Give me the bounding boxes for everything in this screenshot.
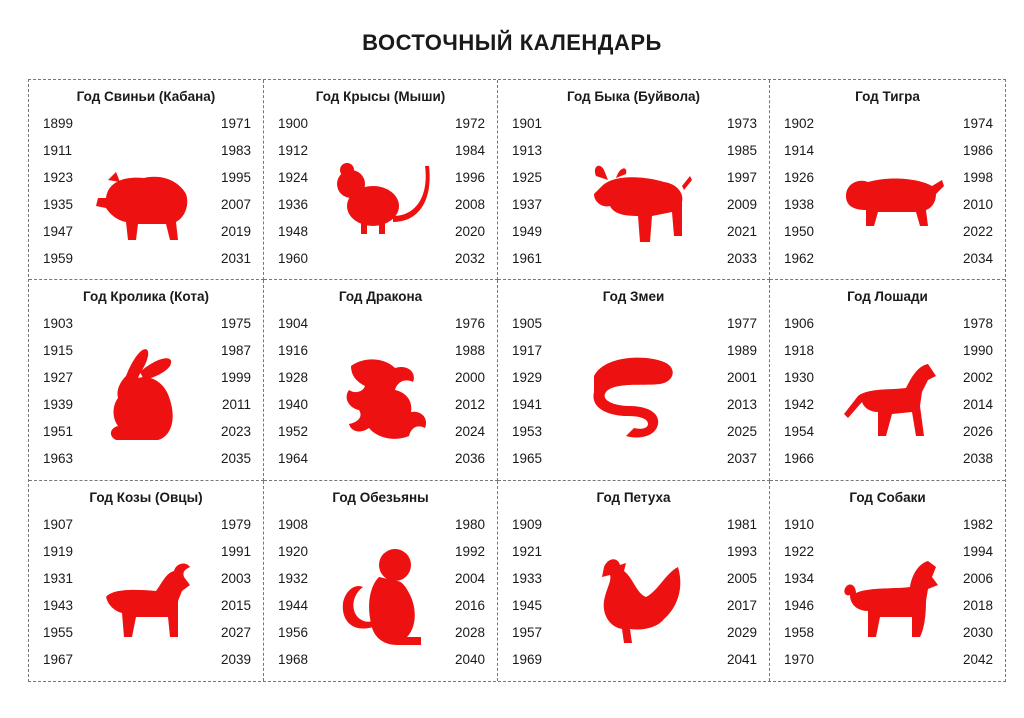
year-value: 1911 — [43, 143, 73, 158]
year-value: 1943 — [43, 598, 74, 613]
year-value: 1991 — [220, 544, 251, 559]
year-value: 1999 — [220, 370, 251, 385]
year-value: 1928 — [278, 370, 309, 385]
zodiac-cell-title: Год Лошади — [847, 289, 928, 304]
year-value: 2001 — [726, 370, 757, 385]
year-value: 1952 — [278, 424, 309, 439]
zodiac-cell — [498, 280, 770, 481]
year-value: 1981 — [726, 517, 757, 532]
year-value: 2008 — [454, 197, 485, 212]
year-value: 2023 — [220, 424, 251, 439]
year-value: 1954 — [784, 424, 815, 439]
zodiac-cell — [29, 80, 264, 280]
year-value: 2040 — [454, 652, 485, 667]
year-value: 1946 — [784, 598, 815, 613]
snake-icon — [574, 336, 694, 456]
zodiac-cell-title: Год Тигра — [855, 89, 920, 104]
year-value: 1983 — [220, 143, 251, 158]
zodiac-cell-title: Год Собаки — [849, 490, 926, 505]
year-value: 1973 — [726, 116, 757, 131]
year-value: 1956 — [278, 625, 309, 640]
year-value: 1966 — [784, 451, 815, 466]
year-value: 1963 — [43, 451, 74, 466]
year-value: 1977 — [726, 316, 757, 331]
year-value: 1975 — [220, 316, 251, 331]
year-value: 2030 — [962, 625, 993, 640]
zodiac-grid — [28, 79, 1006, 682]
year-value: 2025 — [726, 424, 757, 439]
year-value: 1965 — [512, 451, 543, 466]
year-value: 1978 — [962, 316, 993, 331]
year-column-left — [512, 517, 542, 667]
year-value: 1899 — [43, 116, 74, 131]
year-value: 1949 — [512, 224, 543, 239]
year-value: 1923 — [43, 170, 74, 185]
monkey-icon — [321, 537, 441, 657]
year-value: 1990 — [962, 343, 993, 358]
rat-icon — [321, 136, 441, 256]
year-value: 1947 — [43, 224, 74, 239]
zodiac-cell — [498, 80, 770, 280]
year-value: 1935 — [43, 197, 74, 212]
rabbit-icon — [86, 336, 206, 456]
year-column-right — [221, 517, 251, 667]
year-value: 1919 — [43, 544, 74, 559]
year-value: 1925 — [512, 170, 543, 185]
year-value: 1903 — [43, 316, 74, 331]
year-value: 2013 — [726, 397, 757, 412]
year-value: 2034 — [962, 251, 993, 266]
year-value: 1953 — [512, 424, 543, 439]
year-value: 1906 — [784, 316, 815, 331]
year-value: 1915 — [43, 343, 74, 358]
year-value: 1912 — [278, 143, 309, 158]
year-value: 2038 — [962, 451, 993, 466]
year-value: 1982 — [962, 517, 993, 532]
year-column-right — [455, 517, 485, 667]
year-column-left — [43, 517, 73, 667]
zodiac-cell-title: Год Змеи — [602, 289, 665, 304]
year-value: 1905 — [512, 316, 543, 331]
year-value: 1959 — [43, 251, 74, 266]
year-value: 1972 — [454, 116, 485, 131]
year-column-right — [727, 116, 757, 266]
year-value: 1922 — [784, 544, 815, 559]
year-value: 1918 — [784, 343, 815, 358]
year-value: 2005 — [726, 571, 757, 586]
year-value: 2042 — [962, 652, 993, 667]
year-column-right — [963, 116, 993, 266]
dragon-icon — [321, 336, 441, 456]
zodiac-cell — [29, 481, 264, 681]
year-value: 1986 — [962, 143, 993, 158]
year-column-right — [727, 316, 757, 466]
year-value: 1971 — [220, 116, 251, 131]
year-value: 2026 — [962, 424, 993, 439]
year-value: 1955 — [43, 625, 74, 640]
year-value: 2003 — [220, 571, 251, 586]
year-value: 2007 — [220, 197, 251, 212]
zodiac-cell-title: Год Крысы (Мыши) — [315, 89, 446, 104]
year-value: 1934 — [784, 571, 815, 586]
zodiac-cell — [29, 280, 264, 481]
year-value: 1974 — [962, 116, 993, 131]
year-value: 1998 — [962, 170, 993, 185]
year-value: 1988 — [454, 343, 485, 358]
year-value: 1960 — [278, 251, 309, 266]
year-column-right — [963, 316, 993, 466]
year-value: 1976 — [454, 316, 485, 331]
year-value: 2006 — [962, 571, 993, 586]
year-value: 1968 — [278, 652, 309, 667]
year-column-left — [784, 116, 814, 266]
year-value: 1948 — [278, 224, 309, 239]
year-value: 2039 — [220, 652, 251, 667]
year-value: 1904 — [278, 316, 309, 331]
year-value: 1909 — [512, 517, 543, 532]
year-value: 1936 — [278, 197, 309, 212]
year-value: 1914 — [784, 143, 815, 158]
boar-icon — [86, 136, 206, 256]
year-value: 1931 — [43, 571, 74, 586]
year-value: 1907 — [43, 517, 74, 532]
year-value: 2018 — [962, 598, 993, 613]
year-value: 1901 — [512, 116, 543, 131]
year-value: 1945 — [512, 598, 543, 613]
year-column-right — [963, 517, 993, 667]
year-column-left — [512, 116, 542, 266]
year-value: 1961 — [512, 251, 543, 266]
year-value: 2022 — [962, 224, 993, 239]
year-value: 1951 — [43, 424, 74, 439]
year-value: 1939 — [43, 397, 74, 412]
year-value: 2012 — [454, 397, 485, 412]
year-value: 1942 — [784, 397, 815, 412]
year-column-right — [455, 316, 485, 466]
year-value: 1938 — [784, 197, 815, 212]
year-value: 1989 — [726, 343, 757, 358]
year-value: 2002 — [962, 370, 993, 385]
year-value: 2037 — [726, 451, 757, 466]
year-column-right — [221, 116, 251, 266]
horse-icon — [828, 336, 948, 456]
zodiac-cell-title: Год Кролика (Кота) — [83, 289, 209, 304]
year-value: 1929 — [512, 370, 543, 385]
year-value: 1921 — [512, 544, 543, 559]
year-value: 1930 — [784, 370, 815, 385]
zodiac-cell-title: Год Петуха — [596, 490, 671, 505]
zodiac-cell-title: Год Обезьяны — [332, 490, 429, 505]
page-title: ВОСТОЧНЫЙ КАЛЕНДАРЬ — [362, 30, 662, 55]
goat-icon — [86, 537, 206, 657]
year-value: 2024 — [454, 424, 485, 439]
year-value: 2009 — [726, 197, 757, 212]
year-column-right — [455, 116, 485, 266]
year-value: 2014 — [962, 397, 993, 412]
year-value: 1910 — [784, 517, 815, 532]
tiger-icon — [828, 136, 948, 256]
year-value: 2004 — [454, 571, 485, 586]
year-value: 2032 — [454, 251, 485, 266]
zodiac-cell — [264, 481, 498, 681]
year-value: 1941 — [512, 397, 543, 412]
year-column-left — [43, 316, 73, 466]
year-value: 2000 — [454, 370, 485, 385]
year-value: 1900 — [278, 116, 309, 131]
zodiac-cell — [770, 80, 1005, 280]
year-value: 2020 — [454, 224, 485, 239]
zodiac-cell — [770, 280, 1005, 481]
rooster-icon — [574, 537, 694, 657]
year-value: 2017 — [726, 598, 757, 613]
year-value: 1957 — [512, 625, 543, 640]
year-value: 2033 — [726, 251, 757, 266]
year-column-left — [278, 316, 308, 466]
year-value: 2031 — [220, 251, 251, 266]
year-value: 1926 — [784, 170, 815, 185]
ox-icon — [574, 136, 694, 256]
year-value: 2041 — [726, 652, 757, 667]
zodiac-cell-title: Год Козы (Овцы) — [89, 490, 203, 505]
year-value: 2036 — [454, 451, 485, 466]
year-value: 1932 — [278, 571, 309, 586]
year-value: 1967 — [43, 652, 74, 667]
year-value: 1969 — [512, 652, 543, 667]
year-value: 1984 — [454, 143, 485, 158]
zodiac-cell — [498, 481, 770, 681]
year-value: 1902 — [784, 116, 815, 131]
year-value: 1996 — [454, 170, 485, 185]
year-column-left — [784, 517, 814, 667]
year-value: 2016 — [454, 598, 485, 613]
year-value: 2021 — [726, 224, 757, 239]
year-value: 1924 — [278, 170, 309, 185]
zodiac-cell — [770, 481, 1005, 681]
zodiac-cell-title: Год Быка (Буйвола) — [566, 89, 701, 104]
year-value: 1970 — [784, 652, 815, 667]
year-value: 2028 — [454, 625, 485, 640]
year-value: 1916 — [278, 343, 309, 358]
year-value: 1962 — [784, 251, 815, 266]
year-value: 2010 — [962, 197, 993, 212]
zodiac-cell — [264, 280, 498, 481]
zodiac-cell-title: Год Свиньи (Кабана) — [76, 89, 216, 104]
year-value: 1917 — [512, 343, 543, 358]
year-value: 2011 — [221, 397, 251, 412]
year-column-left — [784, 316, 814, 466]
year-value: 1940 — [278, 397, 309, 412]
year-value: 1927 — [43, 370, 74, 385]
year-value: 1993 — [726, 544, 757, 559]
year-value: 2029 — [726, 625, 757, 640]
year-column-right — [727, 517, 757, 667]
zodiac-cell-title: Год Дракона — [338, 289, 423, 304]
year-column-left — [43, 116, 73, 266]
year-column-left — [278, 517, 308, 667]
year-value: 1920 — [278, 544, 309, 559]
year-value: 1958 — [784, 625, 815, 640]
year-value: 2035 — [220, 451, 251, 466]
dog-icon — [828, 537, 948, 657]
year-value: 1985 — [726, 143, 757, 158]
year-value: 2027 — [220, 625, 251, 640]
year-value: 1933 — [512, 571, 543, 586]
year-value: 1994 — [962, 544, 993, 559]
year-column-left — [278, 116, 308, 266]
year-value: 1950 — [784, 224, 815, 239]
year-value: 1937 — [512, 197, 543, 212]
year-value: 1944 — [278, 598, 309, 613]
year-value: 2019 — [220, 224, 251, 239]
year-value: 1997 — [726, 170, 757, 185]
year-value: 1987 — [220, 343, 251, 358]
year-value: 1913 — [512, 143, 543, 158]
year-value: 1908 — [278, 517, 309, 532]
year-value: 1964 — [278, 451, 309, 466]
year-value: 2015 — [220, 598, 251, 613]
year-value: 1980 — [454, 517, 485, 532]
year-value: 1979 — [220, 517, 251, 532]
year-value: 1995 — [220, 170, 251, 185]
year-column-left — [512, 316, 542, 466]
year-value: 1992 — [454, 544, 485, 559]
zodiac-cell — [264, 80, 498, 280]
year-column-right — [221, 316, 251, 466]
